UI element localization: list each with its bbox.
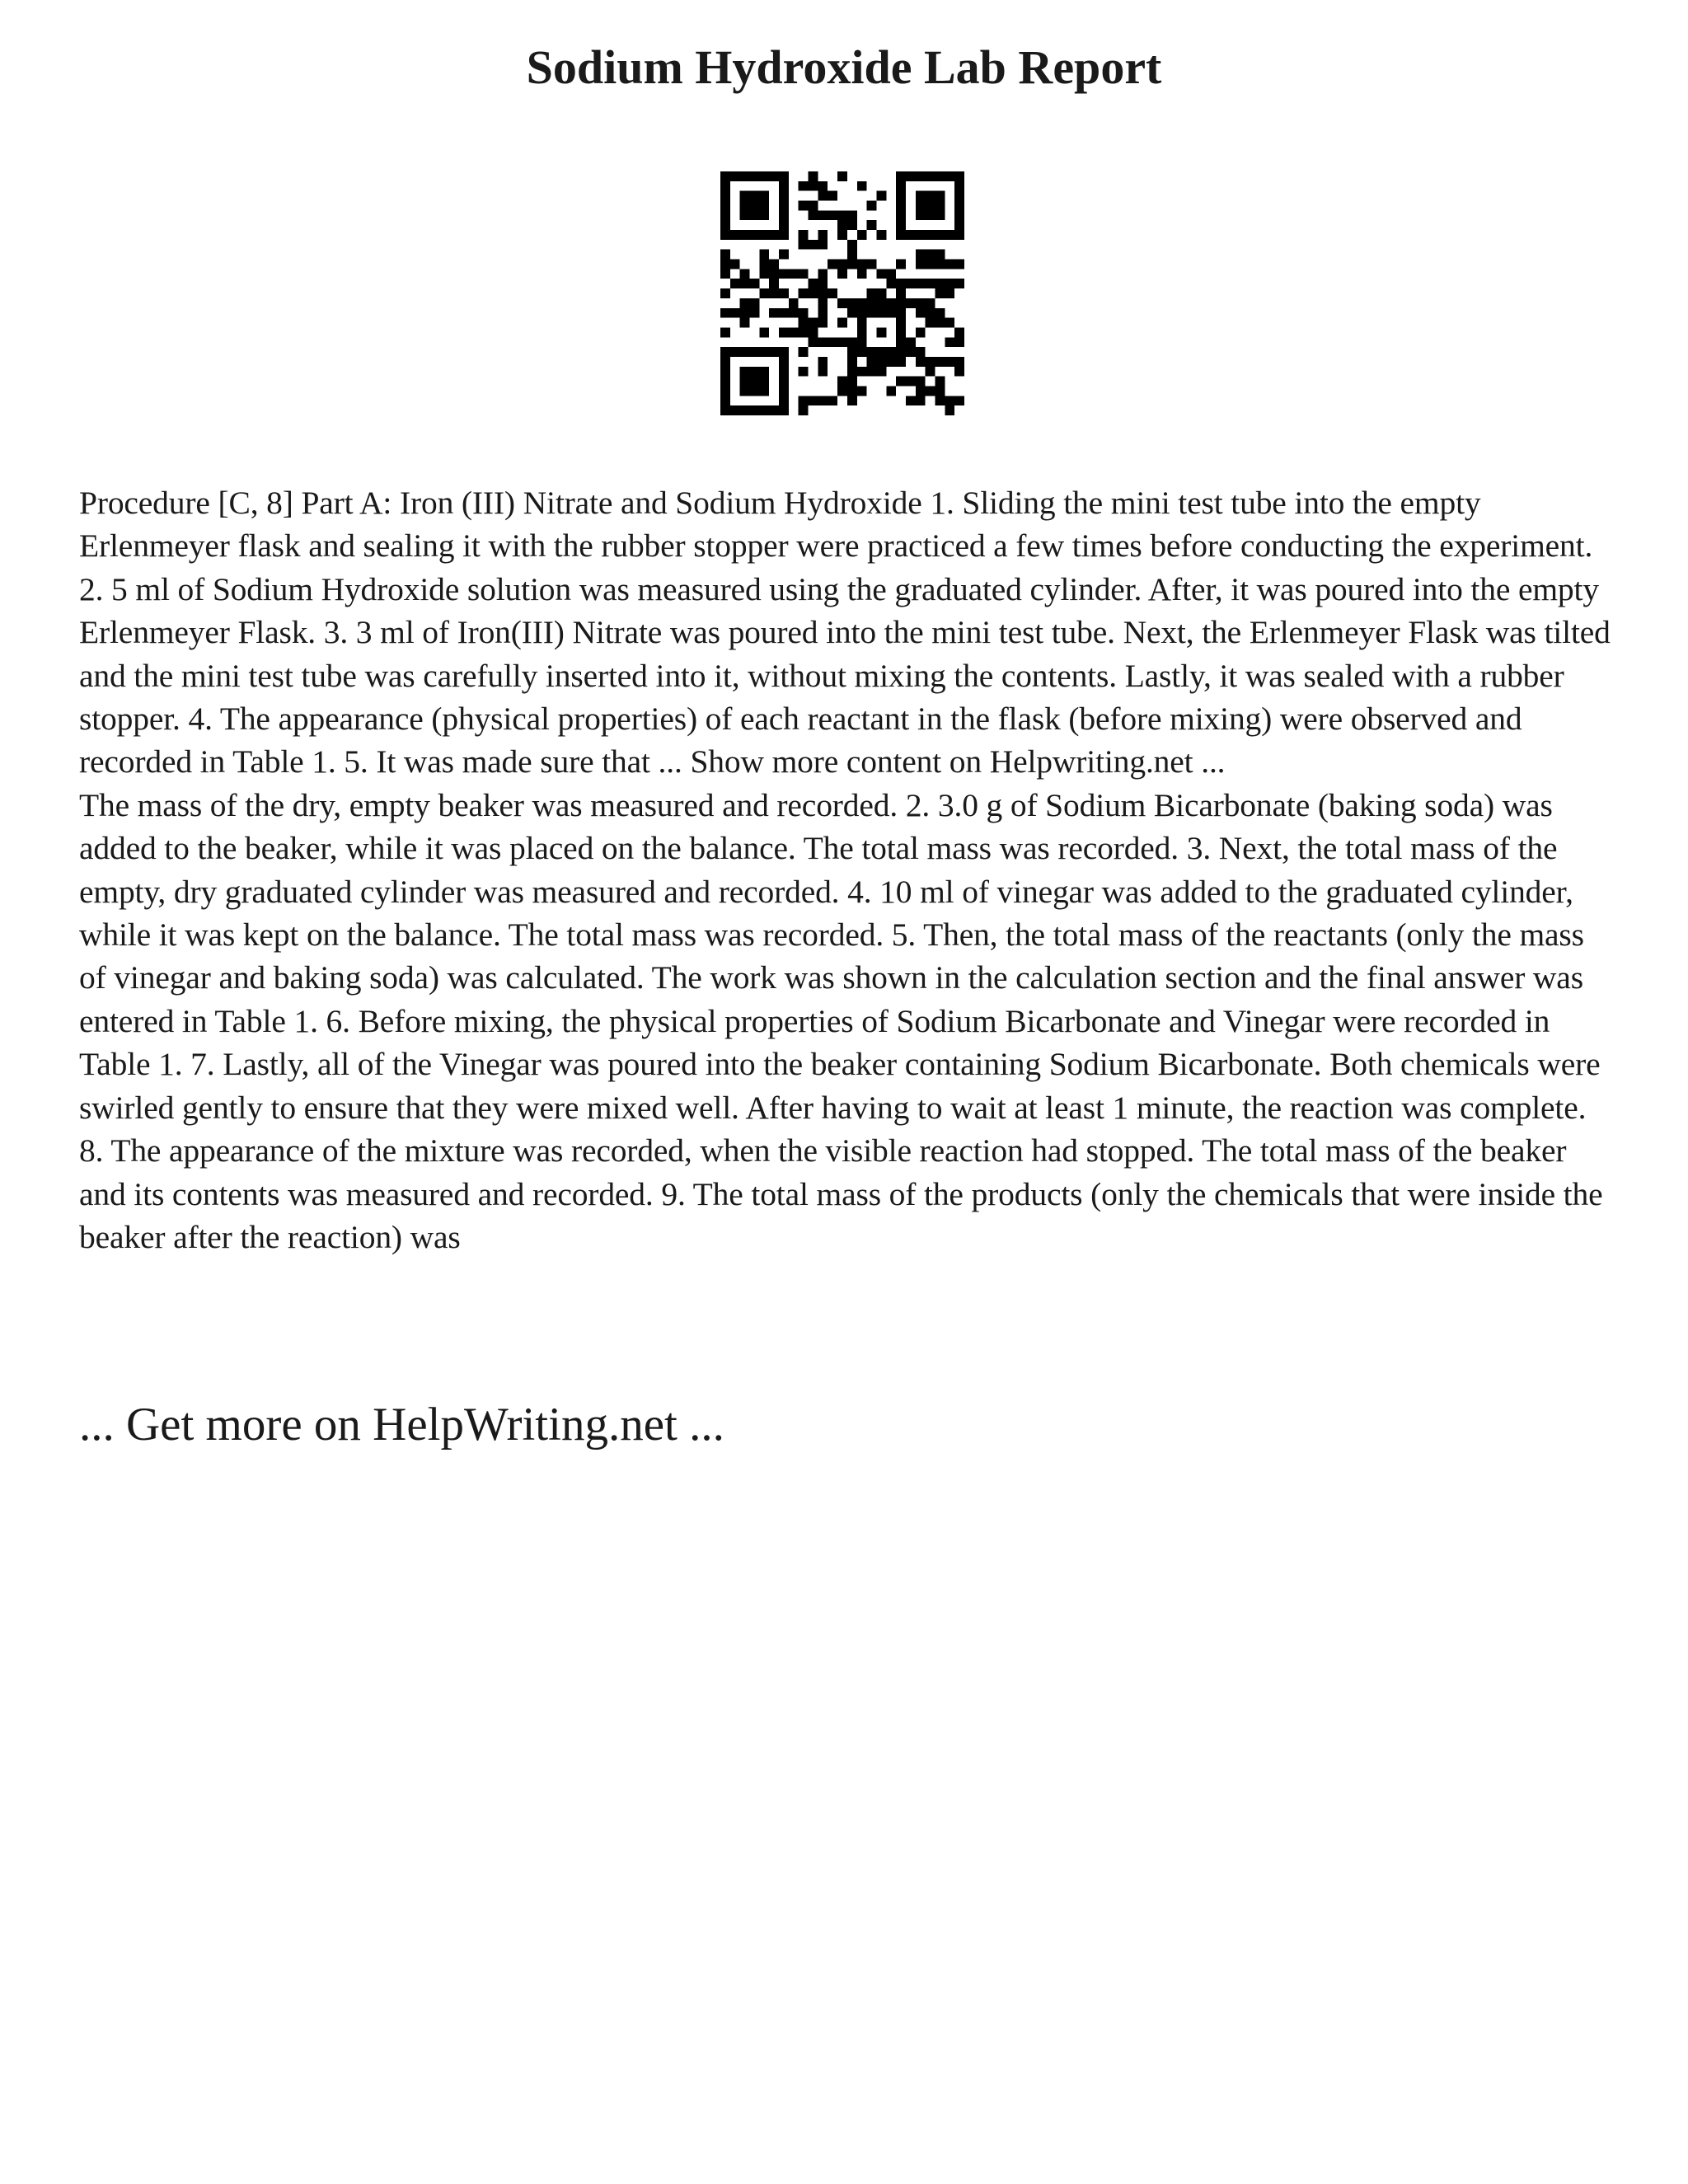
get-more-link[interactable]: ... Get more on HelpWriting.net ... xyxy=(79,1399,724,1451)
qr-code xyxy=(720,171,964,415)
paragraph-procedure-part-b: The mass of the dry, empty beaker was measured and recorded. 2. 3.0 g of Sodium Bicarbonate (baking soda) was added to the beaker, while it was placed on the balance. The total mass was recorded. 3. Next, the total mass of the empty, dry graduated cylinder was measured and recorded. 4. 10 ml of vinegar was added to the graduated cylinder, while it was kept on the balance. The total mass was recorded. 5. Then, the total mass of the reactants (only the mass of vinegar and baking soda) was calculated. The work was shown in the calculation section and the final answer was entered in Table 1. 6. Before mixing, the physical properties of Sodium Bicarbonate and Vinegar were recorded in Table 1. 7. Lastly, all of the Vinegar was poured into the beaker containing Sodium Bicarbonate. Both chemicals were swirled gently to ensure that they were mixed well. After having to wait at least 1 minute, the reaction was complete. 8. The appearance of the mixture was recorded, when the visible reaction had stopped. The total mass of the beaker and its contents was measured and recorded. 9. The total mass of the products (only the chemicals that were inside the beaker after the reaction) was xyxy=(79,786,1603,1255)
document-body xyxy=(79,481,1614,1258)
page-title: Sodium Hydroxide Lab Report xyxy=(526,40,1162,94)
paragraph-procedure-part-a: Procedure [C, 8] Part A: Iron (III) Nitrate and Sodium Hydroxide 1. Sliding the mini test tube into the empty Erlenmeyer flask and sealing it with the rubber stopper were practiced a few times before conducting the experiment. 2. 5 ml of Sodium Hydroxide solution was measured using the graduated cylinder. After, it was poured into the empty Erlenmeyer Flask. 3. 3 ml of Iron(III) Nitrate was poured into the mini test tube. Next, the Erlenmeyer Flask was tilted and the mini test tube was carefully inserted into it, without mixing the contents. Lastly, it was sealed with a rubber stopper. 4. The appearance (physical properties) of each reactant in the flask (before mixing) were observed and recorded in Table 1. 5. It was made sure that ... Show more content on Helpwriting.net ... xyxy=(79,485,1611,780)
